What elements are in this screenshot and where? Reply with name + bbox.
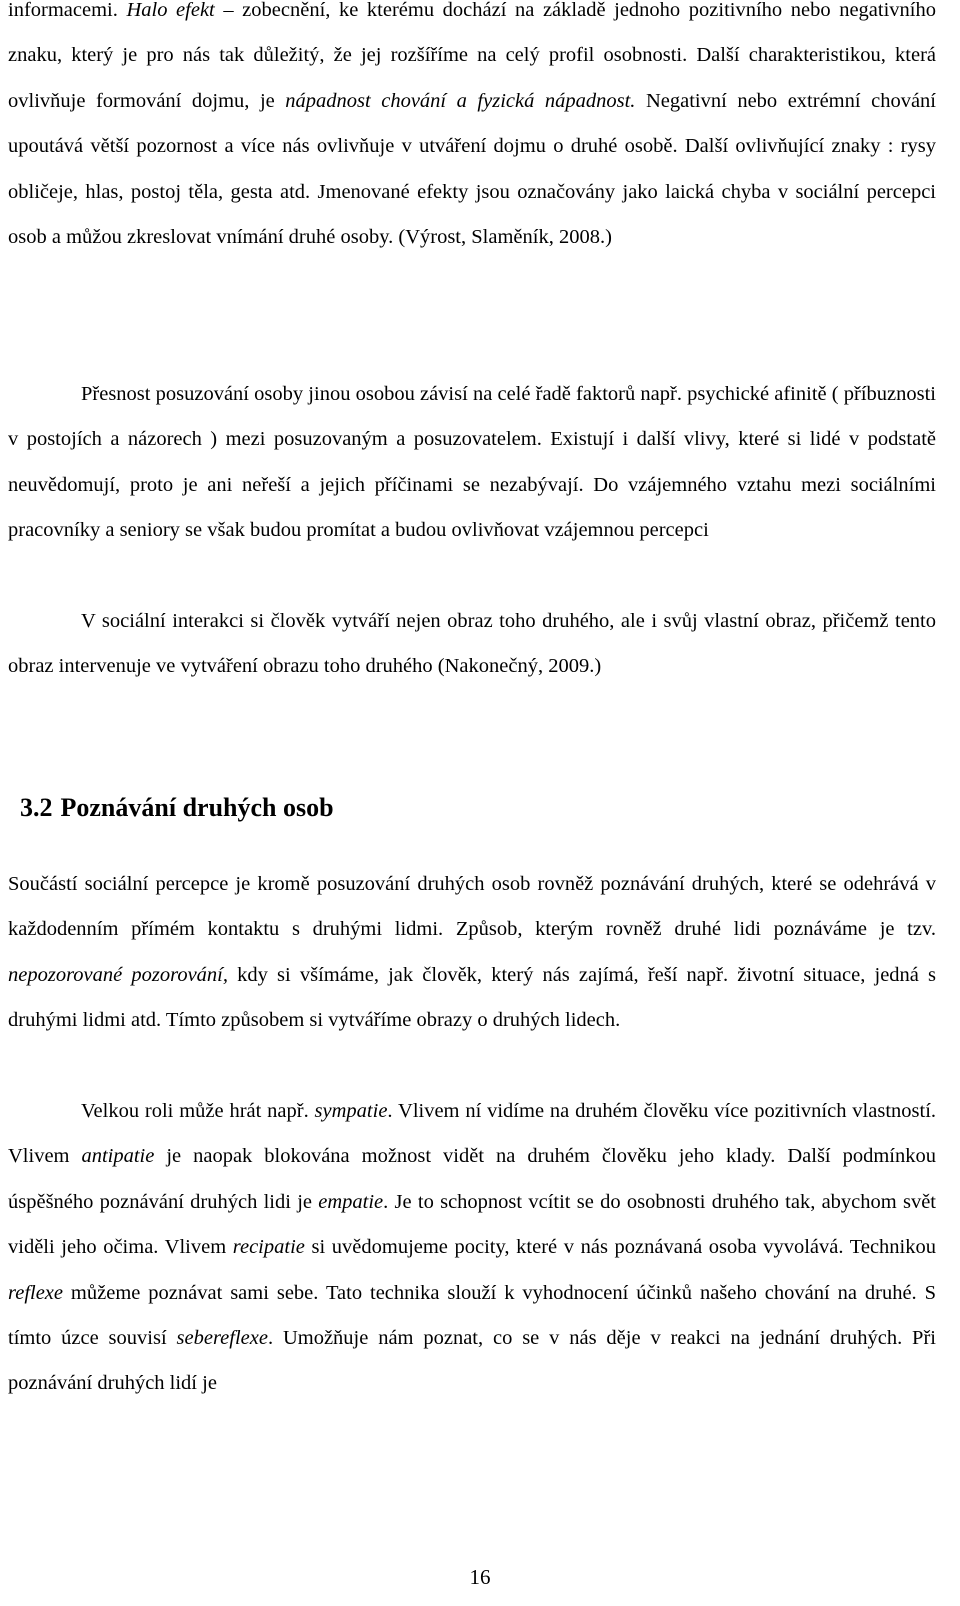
text-run: informacemi. — [8, 0, 127, 21]
italic-term: sebereflexe — [176, 1327, 268, 1350]
paragraph-accuracy-of-judgement — [8, 372, 936, 554]
italic-term: antipatie — [81, 1145, 155, 1168]
text-run: můžeme poznávat sami sebe. Tato technika slouží k vyhodnocení účinků našeho chování na druhé. S tímto úzce souvisí — [8, 1281, 936, 1350]
text-run: Přesnost posuzování osoby jinou osobou závisí na celé řadě faktorů např. psychické afinitě ( příbuznosti v postojích a názorech ) mezi posuzovaným a posuzovatelem. Existují i další vlivy, které si lidé v podstatě neuvědomují, proto je ani neřeší a jejich příčinami se nezabývají. Do vzájemného vztahu mezi sociálními pracovníky a seniory se však budou promítat a budou ovlivňovat vzájemnou percepci — [8, 383, 936, 542]
text-run: si uvědomujeme pocity, které v nás poznávaná osoba vyvolává. Technikou — [304, 1236, 936, 1259]
text-run: Negativní nebo extrémní chování upoutává větší pozornost a více nás ovlivňuje v utváření dojmu o druhé osobě. Další ovlivňující znaky : rysy obličeje, hlas, postoj těla, gesta atd. Jmenované efekty jsou označovány jako laická chyba v sociální percepci osob a můžou zkreslovat vnímání druhé osoby. (Výrost, Slaměník, 2008.) — [8, 89, 936, 249]
section-heading — [20, 788, 334, 828]
text-run: kdy si všímáme, jak člověk, který nás zajímá, řeší např. životní situace, jedná s druhými lidmi atd. Tímto způsobem si vytváříme obrazy o druhých lidech. — [8, 963, 937, 1032]
text-run: je naopak blokována možnost vidět na druhém člověku jeho klady. Další podmínkou úspěšného poznávání druhých lidi je — [8, 1145, 936, 1213]
italic-term: nápadnost chování a fyzická nápadnost. — [285, 89, 636, 112]
paragraph-self-image — [8, 599, 936, 690]
text-run: V sociální interakci si člověk vytváří nejen obraz toho druhého, ale i svůj vlastní obraz, přičemž tento obraz intervenuje ve vytváření obrazu toho druhého (Nakonečný, 2009.) — [8, 610, 936, 678]
section-number: 3.2 — [20, 793, 53, 822]
paragraph-sympathy-empathy — [8, 1089, 936, 1407]
italic-term: nepozorované pozorování, — [8, 963, 228, 986]
text-run: Velkou roli může hrát např. — [81, 1100, 315, 1122]
italic-term: Halo efekt — [126, 0, 215, 21]
italic-term: sympatie — [314, 1100, 388, 1122]
text-run: . Umožňuje nám poznat, co se v nás děje v reakci na jednání druhých. Při poznávání druhých lidí je — [8, 1327, 936, 1395]
text-run: Součástí sociální percepce je kromě posuzování druhých osob rovněž poznávání druhých, které se odehrává v každodenním přímém kontaktu s druhými lidmi. Způsob, kterým rovněž druhé lidi poznáváme je tzv. — [8, 873, 936, 941]
italic-term: reflexe — [8, 1281, 64, 1304]
text-run: . Je to schopnost vcítit se do osobnosti druhého tak, abychom svět viděli jeho očima. Vlivem — [8, 1190, 937, 1259]
italic-term: recipatie — [232, 1236, 305, 1259]
paragraph-social-perception — [8, 862, 936, 1044]
text-run: – zobecnění, ke kterému dochází na základě jednoho pozitivního nebo negativního znaku, který je pro nás tak důležitý, že jej rozšíříme na celý profil osobnosti. Další charakteristikou, která ovlivňuje formování dojmu, je — [8, 0, 936, 112]
section-title: Poznávání druhých osob — [60, 793, 334, 822]
document-page — [8, 0, 936, 1606]
page-number: 16 — [469, 1565, 491, 1589]
text-run: . Vlivem ní vidíme na druhém člověku více pozitivních vlastností. Vlivem — [8, 1100, 937, 1168]
paragraph-halo-effect — [8, 0, 936, 260]
italic-term: empatie — [318, 1190, 384, 1213]
